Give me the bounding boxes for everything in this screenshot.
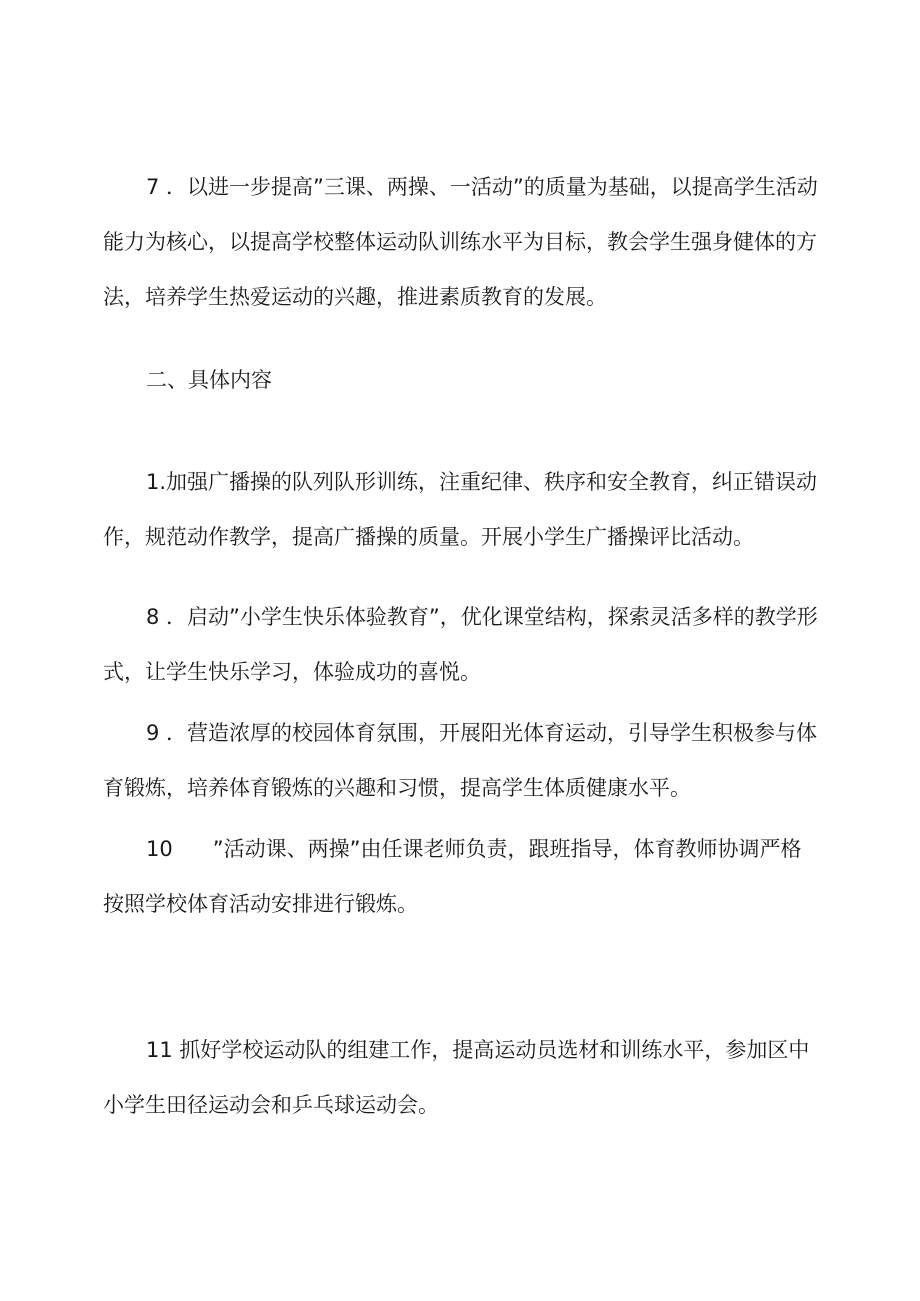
paragraph-8: 8 ．启动”小学生快乐体验教育”，优化课堂结构，探索灵活多样的教学形式，让学生快乐学习，体验成功的喜悦。: [103, 605, 818, 684]
paragraph-10-body: ”活动课、两操”由任课老师负责，跟班指导，体育教师协调严格按照学校体育活动安排进行锻炼。: [103, 837, 802, 916]
paragraph-11: 11 抓好学校运动队的组建工作，提高运动员选材和训练水平，参加区中小学生田径运动会和乒乓球运动会。: [103, 1038, 810, 1117]
paragraph-7: 7 ．以进一步提高”三课、两操、一活动”的质量为基础，以提高学生活动能力为核心，以提高学校整体运动队训练水平为目标，教会学生强身健体的方法，培养学生热爱运动的兴趣，推进素质教育的发展。: [103, 175, 818, 309]
paragraph-10-number: 10: [146, 837, 173, 861]
section-heading-specific-content: 二、具体内容: [146, 368, 272, 392]
paragraph-1: 1.加强广播操的队列队形训练，注重纪律、秩序和安全教育，纠正错误动作，规范动作教学，提高广播操的质量。开展小学生广播操评比活动。: [103, 470, 818, 549]
paragraph-9: 9 ．营造浓厚的校园体育氛围，开展阳光体育运动，引导学生积极参与体育锻炼，培养体育锻炼的兴趣和习惯，提高学生体质健康水平。: [103, 721, 818, 800]
paragraph-10: [103, 822, 821, 932]
